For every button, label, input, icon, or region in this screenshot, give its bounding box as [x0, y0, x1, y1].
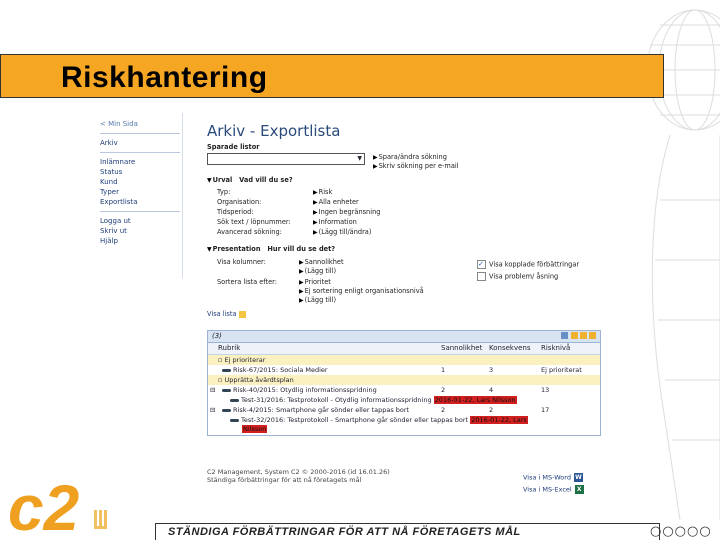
- show-list-button[interactable]: Visa lista: [207, 310, 246, 318]
- result-grid: [207, 330, 601, 436]
- column-header-rubrik[interactable]: Rubrik: [218, 344, 241, 352]
- cell-konsekvens: 2: [489, 406, 494, 414]
- table-row[interactable]: [208, 355, 600, 365]
- divider: [100, 211, 180, 212]
- app-screenshot: [94, 113, 604, 493]
- status-badge: 2016-01-22, Lars: [471, 416, 527, 424]
- sidebar-item-status[interactable]: Status: [100, 168, 123, 176]
- word-icon: W: [575, 474, 582, 481]
- filter-label: Tidsperiod:: [217, 208, 254, 216]
- sidebar-item-hjalp[interactable]: Hjälp: [100, 237, 118, 245]
- sort-label: Sortera lista efter:: [217, 278, 277, 286]
- app-footer: [207, 468, 390, 484]
- group-label: ▫ Upprätta åvärdtsplan: [218, 376, 294, 384]
- sort-option[interactable]: ▶Ej sortering enligt organisationsnivå: [299, 287, 424, 295]
- sidebar: [94, 113, 182, 246]
- filter-value[interactable]: ▶Ingen begränsning: [313, 208, 381, 216]
- filter-label: Typ:: [217, 188, 231, 196]
- page-dots-icon: ○○○○○: [650, 524, 712, 539]
- column-header-konsekvens[interactable]: Konsekvens: [489, 344, 531, 352]
- table-row-sub[interactable]: [208, 395, 600, 405]
- c2-logo: [8, 474, 108, 540]
- table-row[interactable]: [208, 385, 600, 395]
- grid-header: [208, 331, 600, 343]
- filter-label: Organisation:: [217, 198, 262, 206]
- sidebar-item-kund[interactable]: Kund: [100, 178, 118, 186]
- table-row-sub[interactable]: [208, 415, 600, 435]
- excel-icon: X: [575, 485, 584, 494]
- group-label: ▫ Ej prioriterar: [218, 356, 266, 364]
- main-panel: [207, 113, 602, 494]
- row-title: Risk-4/2015: Smartphone går sönder eller tappas bort: [222, 406, 409, 414]
- show-improvements-checkbox[interactable]: ✓Visa kopplade förbättringar: [477, 260, 579, 269]
- filter-value[interactable]: ▶Alla enheter: [313, 198, 359, 206]
- cell-konsekvens: 4: [489, 386, 494, 394]
- export-word-link[interactable]: Visa i MS-Word W: [523, 473, 582, 482]
- columns-label: Visa kolumner:: [217, 258, 266, 266]
- filter-label: Avancerad sökning:: [217, 228, 282, 236]
- footer-tagline: Ständiga förbättringar för att nå företagets mål: [207, 476, 362, 484]
- email-search-link[interactable]: ▶Skriv sökning per e-mail: [373, 162, 459, 170]
- status-badge: 2016-01-22, Lars Nilsson: [434, 396, 516, 404]
- sidebar-item-skriv-ut[interactable]: Skriv ut: [100, 227, 127, 235]
- sidebar-item-arkiv[interactable]: Arkiv: [100, 139, 118, 147]
- result-count: (3): [212, 332, 222, 340]
- slide-title-bar: [0, 54, 664, 98]
- column-option[interactable]: ▶Sannolikhet: [299, 258, 344, 266]
- export-excel-link[interactable]: Visa i MS-Excel X: [523, 485, 584, 494]
- page-title: Arkiv - Exportlista: [207, 122, 341, 140]
- sidebar-item-exportlista[interactable]: Exportlista: [100, 198, 138, 206]
- sidebar-divider: [182, 113, 183, 278]
- cell-sannolikhet: 2: [441, 406, 446, 414]
- tagline-bar: [155, 523, 660, 540]
- add-column-link[interactable]: ▶(Lägg till): [299, 267, 337, 275]
- back-link[interactable]: < Min Sida: [100, 120, 138, 128]
- expand-icon[interactable]: ⊟: [210, 386, 216, 394]
- filter-label: Sök text / löpnummer:: [217, 218, 291, 226]
- filter-value[interactable]: ▶Risk: [313, 188, 333, 196]
- status-badge: Nilsson: [243, 425, 267, 433]
- column-header-riskniva[interactable]: Risknivå: [541, 344, 571, 352]
- slide-title: Riskhantering: [61, 61, 268, 94]
- cell-riskniva: Ej prioriterat: [541, 366, 582, 374]
- divider: [100, 133, 180, 134]
- presentation-heading: ▼Presentation Hur vill du se det?: [207, 245, 336, 253]
- sidebar-item-inlamnare[interactable]: Inlämnare: [100, 158, 136, 166]
- sidebar-item-logga-ut[interactable]: Logga ut: [100, 217, 131, 225]
- cell-konsekvens: 3: [489, 366, 494, 374]
- grid-toolbar-icons[interactable]: [561, 332, 596, 341]
- footer-copyright: C2 Management, System C2 © 2000-2016 (id 16.01.26): [207, 468, 390, 476]
- sidebar-item-typer[interactable]: Typer: [100, 188, 119, 196]
- tagline-text: STÄNDIGA FÖRBÄTTRINGAR FÖR ATT NÅ FÖRETAGETS MÅL: [168, 526, 521, 538]
- grid-columns: [208, 343, 600, 355]
- show-problems-checkbox[interactable]: Visa problem/ åsning: [477, 272, 558, 281]
- row-title: Risk-67/2015: Sociala Medier: [222, 366, 328, 374]
- row-title: Test-31/2016: Testprotokoll - Otydlig informationsspridning 2016-01-22, Lars Nilsson: [230, 396, 517, 404]
- cell-sannolikhet: 1: [441, 366, 446, 374]
- cell-riskniva: 17: [541, 406, 550, 414]
- add-sort-link[interactable]: ▶(Lägg till): [299, 296, 337, 304]
- cell-sannolikhet: 2: [441, 386, 446, 394]
- filter-value[interactable]: ▶Information: [313, 218, 357, 226]
- sort-option[interactable]: ▶Prioritet: [299, 278, 331, 286]
- table-row[interactable]: [208, 405, 600, 415]
- table-row[interactable]: [208, 365, 600, 375]
- saved-lists-label: Sparade listor: [207, 143, 260, 151]
- saved-lists-select[interactable]: [207, 153, 365, 165]
- row-title: Risk-40/2015: Otydlig informationsspridning: [222, 386, 377, 394]
- filter-value[interactable]: ▶(Lägg till/ändra): [313, 228, 372, 236]
- divider: [100, 152, 180, 153]
- table-row[interactable]: [208, 375, 600, 385]
- column-header-sannolikhet[interactable]: Sannolikhet: [441, 344, 483, 352]
- cell-riskniva: 13: [541, 386, 550, 394]
- expand-icon[interactable]: ⊟: [210, 406, 216, 414]
- svg-text:c2: c2: [8, 474, 80, 540]
- export-links: [523, 473, 584, 494]
- row-title: Test-32/2016: Testprotokoll - Smartphone går sönder eller tappas bort 2016-01-22, Lars: [230, 416, 528, 424]
- urval-heading: ▼Urval Vad vill du se?: [207, 176, 293, 184]
- save-search-link[interactable]: ▶Spara/ändra sökning: [373, 153, 447, 161]
- chevron-down-icon: ▼: [357, 155, 362, 162]
